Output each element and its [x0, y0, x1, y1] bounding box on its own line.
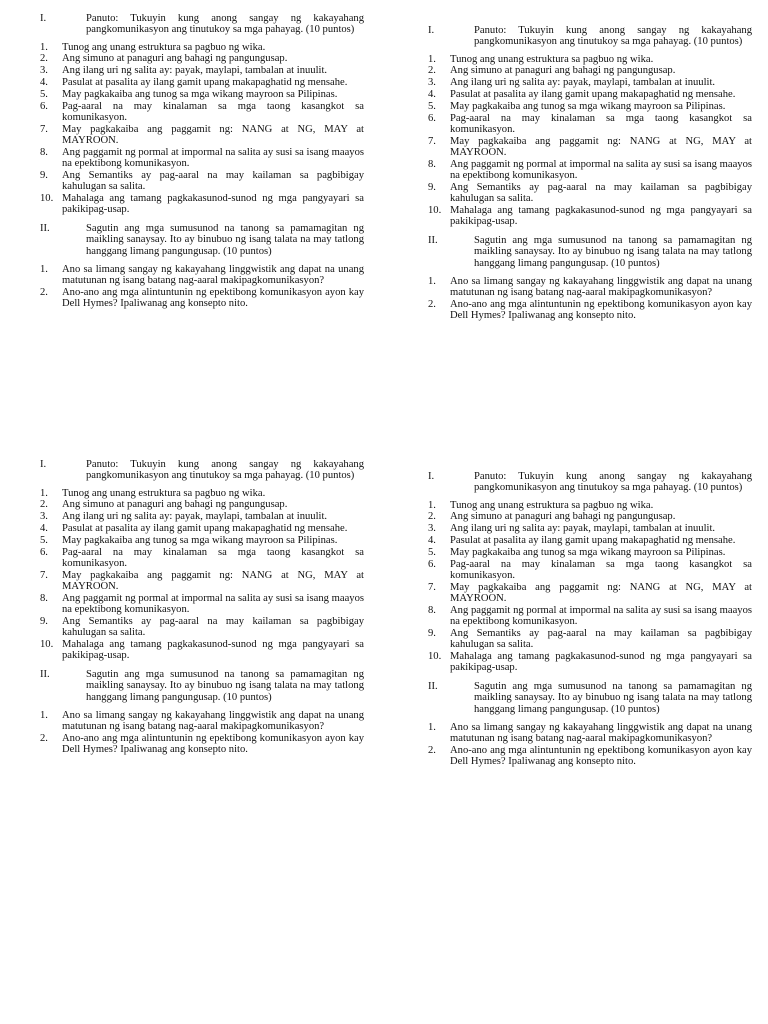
list-item — [428, 605, 752, 628]
item-number: 3. — [40, 65, 48, 77]
item-text: Ano sa limang sangay ng kakayahang linggwistik ang dapat na unang matutunan ng isang batang nag-aaral makipagkomunikasyon? — [450, 275, 752, 299]
list-item — [40, 593, 364, 616]
list-item — [40, 733, 364, 756]
section-2-instruction — [40, 669, 364, 703]
item-text: May pagkakaiba ang paggamit ng: NANG at NG, MAY at MAYROON. — [62, 123, 364, 146]
section-2-numeral: II. — [428, 681, 438, 693]
item-number: 1. — [40, 709, 48, 721]
section-1-item-list — [40, 488, 364, 662]
list-item — [428, 582, 752, 605]
item-text: May pagkakaiba ang tunog sa mga wikang mayroon sa Pilipinas. — [450, 546, 726, 558]
item-number: 1. — [40, 41, 48, 53]
item-text: Pag-aaral na may kinalaman sa mga taong kasangkot sa komunikasyon. — [62, 546, 364, 569]
item-text: May pagkakaiba ang tunog sa mga wikang mayroon sa Pilipinas. — [62, 534, 338, 546]
section-1-instruction — [40, 13, 364, 36]
item-number: 9. — [428, 627, 436, 639]
list-item — [428, 77, 752, 88]
list-item — [40, 710, 364, 733]
item-number: 7. — [40, 569, 48, 581]
item-text: Ang simuno at panaguri ang bahagi ng pangungusap. — [450, 65, 676, 77]
list-item — [40, 101, 364, 124]
item-text: May pagkakaiba ang paggamit ng: NANG at NG, MAY at MAYROON. — [450, 135, 752, 158]
section-2-instruction-text: Sagutin ang mga sumusunod na tanong sa pamamagitan ng maikling sanaysay. Ito ay binubuo ng isang talata na may tatlong hanggang limang pangungusap. (10 puntos) — [474, 681, 752, 715]
item-number: 3. — [428, 77, 436, 89]
item-text: Pag-aaral na may kinalaman sa mga taong kasangkot sa komunikasyon. — [450, 558, 752, 581]
item-number: 2. — [428, 744, 436, 756]
item-text: Ang paggamit ng pormal at impormal na salita ay susi sa isang maayos na epektibong komunikasyon. — [62, 592, 364, 616]
list-item — [428, 89, 752, 100]
item-text: Pasulat at pasalita ay ilang gamit upang makapaghatid ng mensahe. — [450, 534, 736, 546]
item-number: 6. — [428, 112, 436, 124]
list-item — [428, 722, 752, 745]
section-1-instruction — [428, 25, 752, 48]
list-item — [428, 511, 752, 522]
list-item — [40, 193, 364, 216]
item-number: 8. — [428, 158, 436, 170]
section-1-instruction-text: Panuto: Tukuyin kung anong sangay ng kakayahang pangkomunikasyon ang tinutukoy sa mga pahayag. (10 puntos) — [86, 459, 364, 482]
item-number: 2. — [428, 298, 436, 310]
item-number: 8. — [428, 604, 436, 616]
item-number: 5. — [428, 546, 436, 558]
list-item — [40, 488, 364, 499]
list-item — [428, 523, 752, 534]
item-number: 5. — [428, 100, 436, 112]
section-1-instruction — [428, 471, 752, 494]
item-number: 4. — [428, 534, 436, 546]
section-2-instruction — [428, 235, 752, 269]
item-number: 4. — [40, 76, 48, 88]
list-item — [40, 264, 364, 287]
item-number: 1. — [428, 721, 436, 733]
item-text: Ano-ano ang mga alintuntunin ng epektibong komunikasyon ayon kay Dell Hymes? Ipaliwanag ang konsepto nito. — [450, 744, 752, 767]
quiz-copy-bottom-left — [40, 459, 364, 755]
list-item — [428, 65, 752, 76]
section-2-question-list — [428, 722, 752, 767]
section-1-instruction — [40, 459, 364, 482]
list-item — [428, 547, 752, 558]
item-number: 2. — [428, 65, 436, 77]
list-item — [40, 523, 364, 534]
item-text: Pasulat at pasalita ay ilang gamit upang makapaghatid ng mensahe. — [62, 76, 348, 88]
quiz-copy-top-left — [40, 13, 364, 309]
item-text: Ang Semantiks ay pag-aaral na may kailaman sa pagbibigay kahulugan sa salita. — [62, 169, 364, 193]
item-number: 7. — [428, 135, 436, 147]
list-item — [40, 89, 364, 100]
list-item — [428, 113, 752, 136]
item-text: Ang simuno at panaguri ang bahagi ng pangungusap. — [62, 53, 288, 65]
item-text: May pagkakaiba ang paggamit ng: NANG at NG, MAY at MAYROON. — [62, 569, 364, 592]
item-text: Ang simuno at panaguri ang bahagi ng pangungusap. — [62, 499, 288, 511]
item-text: Ang ilang uri ng salita ay: payak, maylapi, tambalan at inuulit. — [62, 511, 328, 523]
section-2-question-list — [40, 264, 364, 309]
item-text: Ang paggamit ng pormal at impormal na salita ay susi sa isang maayos na epektibong komunikasyon. — [450, 604, 752, 628]
list-item — [40, 511, 364, 522]
item-number: 9. — [428, 181, 436, 193]
section-2-question-list — [40, 710, 364, 755]
list-item — [40, 124, 364, 147]
item-text: Ang simuno at panaguri ang bahagi ng pangungusap. — [450, 511, 676, 523]
item-text: Mahalaga ang tamang pagkakasunod-sunod ng mga pangyayari sa pakikipag-usap. — [62, 192, 364, 216]
item-text: Ang paggamit ng pormal at impormal na salita ay susi sa isang maayos na epektibong komunikasyon. — [62, 146, 364, 170]
list-item — [428, 299, 752, 322]
list-item — [40, 616, 364, 639]
list-item — [40, 65, 364, 76]
item-number: 1. — [428, 53, 436, 65]
item-text: Ano sa limang sangay ng kakayahang linggwistik ang dapat na unang matutunan ng isang batang nag-aaral makipagkomunikasyon? — [450, 721, 752, 745]
item-number: 1. — [428, 499, 436, 511]
item-text: Ano sa limang sangay ng kakayahang linggwistik ang dapat na unang matutunan ng isang batang nag-aaral makipagkomunikasyon? — [62, 709, 364, 733]
section-2-instruction-text: Sagutin ang mga sumusunod na tanong sa pamamagitan ng maikling sanaysay. Ito ay binubuo ng isang talata na may tatlong hanggang limang pangungusap. (10 puntos) — [86, 223, 364, 257]
item-number: 2. — [40, 732, 48, 744]
item-number: 10. — [428, 650, 442, 662]
list-item — [428, 559, 752, 582]
list-item — [428, 159, 752, 182]
item-number: 3. — [428, 523, 436, 535]
section-1-item-list — [428, 54, 752, 228]
item-text: Ang Semantiks ay pag-aaral na may kailaman sa pagbibigay kahulugan sa salita. — [62, 615, 364, 639]
section-1-instruction-text: Panuto: Tukuyin kung anong sangay ng kakayahang pangkomunikasyon ang tinutukoy sa mga pahayag. (10 puntos) — [86, 13, 364, 36]
list-item — [40, 570, 364, 593]
item-text: Mahalaga ang tamang pagkakasunod-sunod ng mga pangyayari sa pakikipag-usap. — [62, 638, 364, 662]
item-text: Ano-ano ang mga alintuntunin ng epektibong komunikasyon ayon kay Dell Hymes? Ipaliwanag ang konsepto nito. — [450, 298, 752, 321]
item-text: Pasulat at pasalita ay ilang gamit upang makapaghatid ng mensahe. — [450, 88, 736, 100]
item-text: Ang paggamit ng pormal at impormal na salita ay susi sa isang maayos na epektibong komunikasyon. — [450, 158, 752, 182]
item-number: 6. — [40, 546, 48, 558]
section-1-numeral: I. — [40, 459, 47, 470]
item-number: 9. — [40, 615, 48, 627]
item-text: Pasulat at pasalita ay ilang gamit upang makapaghatid ng mensahe. — [62, 522, 348, 534]
item-text: Ang Semantiks ay pag-aaral na may kailaman sa pagbibigay kahulugan sa salita. — [450, 181, 752, 205]
list-item — [40, 147, 364, 170]
item-text: Ang ilang uri ng salita ay: payak, maylapi, tambalan at inuulit. — [450, 523, 716, 535]
section-2-numeral: II. — [40, 223, 50, 235]
item-text: Tunog ang unang estruktura sa pagbuo ng wika. — [450, 53, 654, 65]
item-number: 1. — [40, 487, 48, 499]
item-text: Ang Semantiks ay pag-aaral na may kailaman sa pagbibigay kahulugan sa salita. — [450, 627, 752, 651]
item-number: 7. — [428, 581, 436, 593]
item-text: Tunog ang unang estruktura sa pagbuo ng wika. — [62, 487, 266, 499]
list-item — [428, 628, 752, 651]
item-number: 8. — [40, 146, 48, 158]
list-item — [40, 499, 364, 510]
item-text: Mahalaga ang tamang pagkakasunod-sunod ng mga pangyayari sa pakikipag-usap. — [450, 650, 752, 674]
list-item — [428, 651, 752, 674]
list-item — [428, 101, 752, 112]
list-item — [428, 535, 752, 546]
section-1-numeral: I. — [428, 471, 435, 482]
list-item — [428, 500, 752, 511]
item-text: Tunog ang unang estruktura sa pagbuo ng wika. — [450, 499, 654, 511]
item-number: 5. — [40, 88, 48, 100]
item-text: May pagkakaiba ang tunog sa mga wikang mayroon sa Pilipinas. — [450, 100, 726, 112]
list-item — [428, 205, 752, 228]
item-number: 8. — [40, 592, 48, 604]
item-text: Ang ilang uri ng salita ay: payak, maylapi, tambalan at inuulit. — [62, 65, 328, 77]
list-item — [40, 42, 364, 53]
section-2-instruction — [40, 223, 364, 257]
item-text: Tunog ang unang estruktura sa pagbuo ng wika. — [62, 41, 266, 53]
item-text: Pag-aaral na may kinalaman sa mga taong kasangkot sa komunikasyon. — [62, 100, 364, 123]
item-number: 6. — [428, 558, 436, 570]
section-1-numeral: I. — [428, 25, 435, 36]
section-2-instruction-text: Sagutin ang mga sumusunod na tanong sa pamamagitan ng maikling sanaysay. Ito ay binubuo ng isang talata na may tatlong hanggang limang pangungusap. (10 puntos) — [86, 669, 364, 703]
item-number: 7. — [40, 123, 48, 135]
section-2-numeral: II. — [40, 669, 50, 681]
item-number: 4. — [428, 88, 436, 100]
item-number: 1. — [40, 263, 48, 275]
item-number: 10. — [40, 192, 54, 204]
item-text: Ano-ano ang mga alintuntunin ng epektibong komunikasyon ayon kay Dell Hymes? Ipaliwanag ang konsepto nito. — [62, 286, 364, 309]
section-2-instruction-text: Sagutin ang mga sumusunod na tanong sa pamamagitan ng maikling sanaysay. Ito ay binubuo ng isang talata na may tatlong hanggang limang pangungusap. (10 puntos) — [474, 235, 752, 269]
list-item — [40, 170, 364, 193]
section-1-instruction-text: Panuto: Tukuyin kung anong sangay ng kakayahang pangkomunikasyon ang tinutukoy sa mga pahayag. (10 puntos) — [474, 471, 752, 494]
item-number: 4. — [40, 522, 48, 534]
item-number: 1. — [428, 275, 436, 287]
section-2-instruction — [428, 681, 752, 715]
item-text: May pagkakaiba ang tunog sa mga wikang mayroon sa Pilipinas. — [62, 88, 338, 100]
item-text: Ano sa limang sangay ng kakayahang linggwistik ang dapat na unang matutunan ng isang batang nag-aaral makipagkomunikasyon? — [62, 263, 364, 287]
list-item — [40, 287, 364, 310]
item-text: Mahalaga ang tamang pagkakasunod-sunod ng mga pangyayari sa pakikipag-usap. — [450, 204, 752, 228]
section-1-numeral: I. — [40, 13, 47, 24]
item-number: 10. — [428, 204, 442, 216]
list-item — [428, 182, 752, 205]
list-item — [428, 276, 752, 299]
item-number: 2. — [40, 286, 48, 298]
section-2-numeral: II. — [428, 235, 438, 247]
item-number: 6. — [40, 100, 48, 112]
item-text: Ano-ano ang mga alintuntunin ng epektibong komunikasyon ayon kay Dell Hymes? Ipaliwanag ang konsepto nito. — [62, 732, 364, 755]
list-item — [40, 639, 364, 662]
item-number: 2. — [40, 499, 48, 511]
list-item — [428, 136, 752, 159]
item-number: 2. — [40, 53, 48, 65]
list-item — [428, 54, 752, 65]
quiz-copy-top-right — [428, 25, 752, 321]
quiz-copy-bottom-right — [428, 471, 752, 767]
section-1-item-list — [40, 42, 364, 216]
list-item — [40, 535, 364, 546]
item-number: 9. — [40, 169, 48, 181]
list-item — [40, 53, 364, 64]
section-2-question-list — [428, 276, 752, 321]
item-number: 2. — [428, 511, 436, 523]
item-number: 5. — [40, 534, 48, 546]
section-1-item-list — [428, 500, 752, 674]
item-number: 10. — [40, 638, 54, 650]
item-text: Ang ilang uri ng salita ay: payak, maylapi, tambalan at inuulit. — [450, 77, 716, 89]
list-item — [428, 745, 752, 768]
list-item — [40, 547, 364, 570]
item-number: 3. — [40, 511, 48, 523]
item-text: Pag-aaral na may kinalaman sa mga taong kasangkot sa komunikasyon. — [450, 112, 752, 135]
section-1-instruction-text: Panuto: Tukuyin kung anong sangay ng kakayahang pangkomunikasyon ang tinutukoy sa mga pahayag. (10 puntos) — [474, 25, 752, 48]
list-item — [40, 77, 364, 88]
item-text: May pagkakaiba ang paggamit ng: NANG at NG, MAY at MAYROON. — [450, 581, 752, 604]
